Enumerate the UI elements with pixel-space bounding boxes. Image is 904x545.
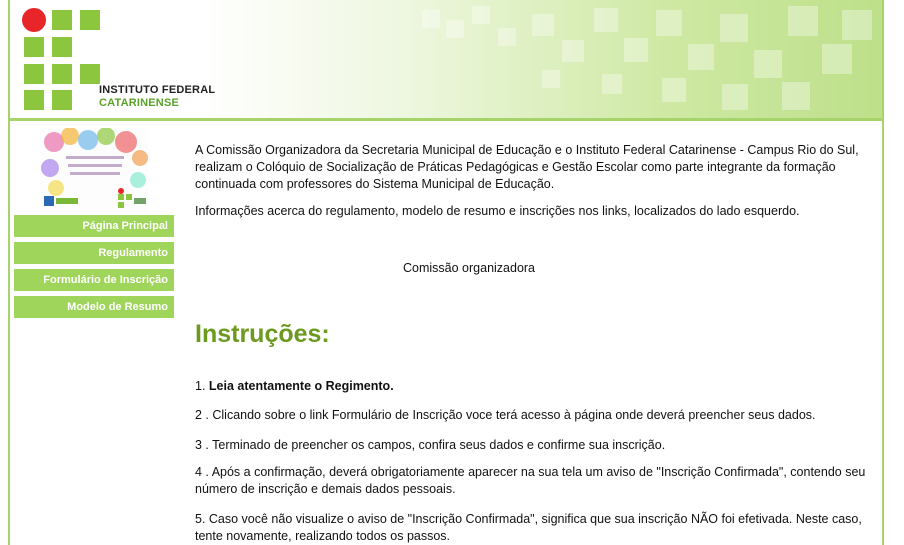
logo-text-instituto: INSTITUTO FEDERAL — [99, 84, 216, 96]
instruction-number: 4 . — [195, 465, 212, 479]
instruction-text: Caso você não visualize o aviso de "Inscrição Confirmada", significa que sua inscrição NÃO foi efetivada. Neste caso, tente novamente, realizando todos os passos. — [195, 512, 862, 543]
logo-text-catarinense: CATARINENSE — [99, 97, 180, 109]
page-frame — [8, 0, 884, 545]
instruction-item — [195, 511, 875, 545]
decorative-squares-pattern — [362, 0, 882, 118]
instruction-text: Após a confirmação, deverá obrigatoriamente aparecer na sua tela um aviso de "Inscrição Confirmada", contendo seu número de inscrição e demais dados pessoais. — [195, 465, 866, 496]
logo-red-dot — [22, 8, 46, 32]
ifc-logo — [24, 10, 104, 110]
intro-paragraph: A Comissão Organizadora da Secretaria Municipal de Educação e o Instituto Federal Catarinense - Campus Rio do Sul, realizam o Colóquio de Socialização de Práticas Pedagógicas e Gestão Escolar como parte integrante da formação continuada com professores do Sistema Municipal de Educação. — [195, 143, 859, 191]
instruction-number: 1. — [195, 379, 209, 393]
instruction-number: 5. — [195, 512, 209, 526]
menu-item-pagina-principal[interactable]: Página Principal — [14, 215, 174, 237]
coloquio-banner-image — [40, 128, 148, 212]
menu-item-formulario-inscricao[interactable]: Formulário de Inscrição — [14, 269, 174, 291]
instruction-item — [195, 437, 665, 454]
menu-item-modelo-resumo[interactable]: Modelo de Resumo — [14, 296, 174, 318]
instruction-text: Leia atentamente o Regimento. — [208, 379, 394, 393]
signature-text: Comissão organizadora — [403, 261, 536, 275]
info-paragraph: Informações acerca do regulamento, modelo de resumo e inscrições nos links, localizados do lado esquerdo. — [195, 204, 800, 218]
site-header — [10, 0, 882, 121]
instruction-text: Clicando sobre o link Formulário de Inscrição voce terá acesso à página onde deverá preencher seus dados. — [212, 408, 816, 422]
instruction-item — [195, 464, 875, 498]
instruction-number: 3 . — [195, 438, 213, 452]
sidebar-menu — [14, 215, 174, 323]
instruction-text: Terminado de preencher os campos, confira seus dados e confirme sua inscrição. — [212, 438, 666, 452]
instructions-title: Instruções: — [195, 320, 330, 348]
instruction-number: 2 . — [195, 408, 213, 422]
instruction-item — [195, 378, 394, 395]
menu-item-regulamento[interactable]: Regulamento — [14, 242, 174, 264]
instruction-item — [195, 407, 816, 424]
